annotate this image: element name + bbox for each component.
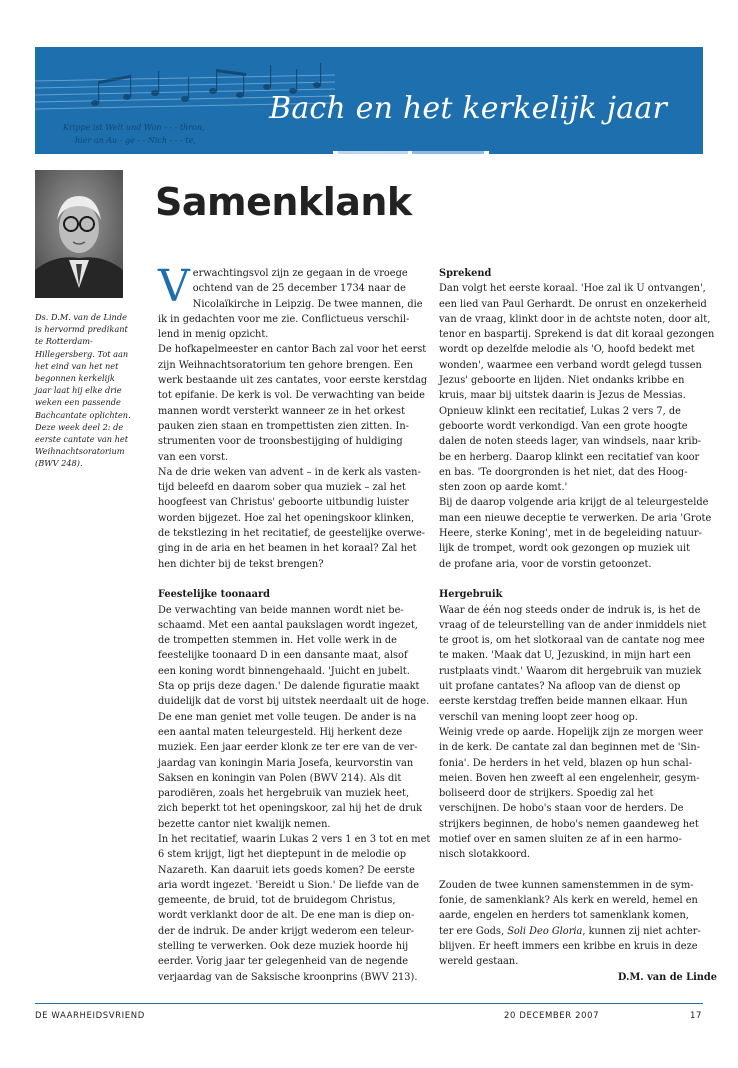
- text-line: te maken. 'Maak dat U, Jezuskind, in mijn hart een: [439, 650, 691, 662]
- score-lyric-1: Krippe ist Welt und Won - - - thron,: [63, 123, 205, 132]
- author-caption: [35, 311, 131, 470]
- text-line: De ene man geniet met volle teugen. De ander is na: [158, 711, 417, 723]
- text-line: Dan volgt het eerste koraal. 'Hoe zal ik U ontvangen',: [439, 283, 706, 295]
- text-line: de tekstlezing in het recitatief, de geestelijke overwe-: [158, 528, 426, 540]
- caption-line: te Rotterdam-: [35, 336, 93, 347]
- footer-date: 20 DECEMBER 2007: [504, 1011, 600, 1021]
- text-line: geboorte wordt verkondigd. Van een grote hoogte: [439, 420, 688, 432]
- text-line: Zouden de twee kunnen samenstemmen in de sym-: [439, 879, 694, 891]
- text-line: De verwachting van beide mannen wordt niet be-: [158, 604, 404, 616]
- text-line: ging in de aria en het beamen in het koraal? Zal het: [158, 543, 417, 555]
- caption-line: Ds. D.M. van de Linde: [35, 312, 127, 322]
- caption-line: Weihnachtsoratorium: [35, 446, 125, 457]
- text-line: Sta op prijs deze dagen.' De dalende figuratie maakt: [158, 681, 420, 693]
- caption-line: Hillegersberg. Tot aan: [35, 348, 129, 359]
- text-line: be en herberg. Daarop klinkt een recitatief van koor: [439, 451, 700, 463]
- text-line: stelling te verwerken. Ook deze muziek hoorde hij: [158, 941, 409, 953]
- text-line: Opnieuw klinkt een recitatief, Lukas 2 vers 7, de: [439, 405, 681, 417]
- paragraph-gap: [158, 572, 436, 587]
- text-line: tenor en baspartij. Sprekend is dat dit koraal gezongen: [439, 329, 715, 341]
- caption-line: Deze week deel 2: de: [35, 421, 124, 432]
- paragraph-gap: [439, 863, 717, 878]
- text-line: uit profane cantates? Na afloop van de dienst op: [439, 681, 681, 693]
- text-line: wordt op dezelfde melodie als 'O, hoofd bedekt met: [439, 344, 695, 356]
- text-line: eerder. Vorig jaar ter gelegenheid van de negende: [158, 956, 409, 968]
- text-line: bezette cantor niet kwalijk nemen.: [158, 818, 331, 830]
- text-line: lijk de trompet, wordt ook gezongen op muziek uit: [439, 543, 691, 555]
- text-line: in de kerk. De cantate zal dan beginnen met de 'Sin-: [439, 742, 700, 754]
- text-line: verjaardag van de Saksische kroonprins (BWV 213).: [158, 971, 418, 983]
- text-line: rustplaats vindt.' Waarom dit hergebruik van muziek: [439, 665, 702, 677]
- text-line: man een nieuwe deceptie te verwerken. De aria 'Grote: [439, 512, 712, 524]
- text-line: tot epifanie. De kerk is vol. De verwachting van beide: [158, 390, 425, 402]
- text-line: gemeente, de bruid, tot de bruidegom Christus,: [158, 895, 396, 907]
- text-line: de trompetten stemmen in. Het volle werk in de: [158, 635, 397, 647]
- text-line: blijven. Er heeft immers een kribbe en kruis in deze: [439, 941, 698, 953]
- caption-line: jaar laat hij elke drie: [35, 385, 122, 396]
- text-line: Jezus' geboorte en lijden. Niet ondanks kribbe en: [439, 375, 685, 387]
- header-stripe-dark-2: [489, 151, 703, 154]
- text-line: verschil van mening loopt zeer hoog op.: [439, 711, 638, 723]
- caption-line: (BWV 248).: [35, 458, 83, 469]
- text-line: strumenten voor de troonsbestijging of huldiging: [158, 436, 403, 448]
- text-line: ik in gedachten voor me zie. Conflictueus verschil-: [158, 313, 410, 325]
- text-line: dalen de noten steeds lager, van windsels, naar krib-: [439, 436, 702, 448]
- text-line: nisch slotakkoord.: [439, 849, 530, 861]
- text-line: motief over en samen sluiten ze af in een harmo-: [439, 833, 682, 845]
- header-stripe-light: [338, 151, 408, 154]
- text-fragment: ter ere Gods,: [439, 925, 508, 937]
- text-line: meien. Boven hen zweeft al een engelenheir, gesym-: [439, 772, 700, 784]
- text-line: tijd beleefd en daarom sober qua muziek – zal het: [158, 482, 406, 494]
- portrait-image: [35, 170, 123, 298]
- text-line: muziek. Een jaar eerder klonk ze ter ere van de ver-: [158, 742, 418, 754]
- text-line: wereld gestaan.: [439, 956, 519, 968]
- text-line: aarde, engelen en herders tot samenklank komen,: [439, 910, 689, 922]
- text-line: 6 stem krijgt, ligt het dieptepunt in de melodie op: [158, 849, 406, 861]
- article-column-1: [158, 261, 436, 985]
- text-line: hen dichter bij de tekst brengen?: [158, 558, 324, 570]
- drop-cap: V: [158, 261, 190, 312]
- text-line: Na de drie weken van advent – in de kerk als vasten-: [158, 466, 421, 478]
- text-line: werk bestaande uit zes cantates, voor eerste kerstdag: [158, 375, 428, 387]
- text-line: een lied van Paul Gerhardt. De onrust en onzekerheid: [439, 298, 707, 310]
- footer-publication: DE WAARHEIDSVRIEND: [35, 1011, 145, 1021]
- latin-phrase: Soli Deo Gloria: [507, 925, 583, 937]
- text-line: boliseerd door de strijkers. Spoedig zal het: [439, 788, 654, 800]
- text-line: wordt verklankt door de alt. De ene man is diep on-: [158, 910, 415, 922]
- text-line: mannen wordt versterkt wanneer ze in het orkest: [158, 405, 406, 417]
- text-line: feestelijke toonaard D in een dansante maat, alsof: [158, 650, 408, 662]
- text-line: hoogfeest van Christus' geboorte uitbundig luister: [158, 497, 409, 509]
- text-line: fonie, de samenklank? Als kerk en wereld, hemel en: [439, 895, 698, 907]
- text-line: parodiëren, zoals het hergebruik van muziek heet,: [158, 788, 410, 800]
- section-heading: Feestelijke toonaard: [158, 589, 271, 601]
- text-line: der de indruk. De ander krijgt wederom een teleur-: [158, 925, 415, 937]
- text-line: Saksen en koningin van Polen (BWV 214). Als dit: [158, 772, 402, 784]
- text-line: Nicolaïkirche in Leipzig. De twee mannen, die: [192, 298, 423, 310]
- text-line: eerste kerstdag treffen beide mannen elkaar. Hun: [439, 696, 688, 708]
- text-line: wonden', waarmee een verband wordt gelegd tussen: [439, 359, 702, 371]
- text-line: Weinig vrede op aarde. Hopelijk zijn ze morgen weer: [439, 726, 703, 738]
- text-line: fonia'. De herders in het veld, blazen op hun schal-: [439, 757, 692, 769]
- text-line: Bij de daarop volgende aria krijgt de al teleurgestelde: [439, 497, 709, 509]
- text-line: aria wordt ingezet. 'Bereidt u Sion.' De liefde van de: [158, 879, 420, 891]
- text-line: Nazareth. Kan daaruit iets goeds komen? De eerste: [158, 864, 415, 876]
- text-line: zich beperkt tot het openingskoor, zal hij het de druk: [158, 803, 423, 815]
- text-line: worden bijgezet. Hoe zal het openingskoor klinken,: [158, 512, 415, 524]
- caption-line: het eind van het net: [35, 360, 119, 371]
- text-line: een aantal maten teleurgesteld. Hij herkent deze: [158, 726, 403, 738]
- text-line: [439, 924, 717, 939]
- footer-page-number: 17: [690, 1011, 703, 1021]
- text-line: Waar de één nog steeds onder de indruk is, is het de: [439, 604, 701, 616]
- footer-rule: [35, 1003, 703, 1004]
- caption-line: Bachcantate oplichten.: [35, 409, 131, 420]
- text-fragment: , kunnen zij niet achter-: [582, 925, 701, 937]
- score-lyric-2: hier an Au - ge - - Nich - - - te,: [75, 136, 196, 145]
- text-line: te groot is, om het slotkoraal van de cantate nog mee: [439, 635, 705, 647]
- header-stripe-dark: [35, 151, 333, 154]
- text-line: lend in menig opzicht.: [158, 329, 269, 341]
- paragraph-gap: [439, 572, 717, 587]
- author-portrait: [35, 170, 123, 298]
- section-heading: Sprekend: [439, 268, 492, 279]
- caption-line: is hervormd predikant: [35, 324, 128, 335]
- text-line: duidelijk dat de vorst bij uitstek neerdaalt uit de hoge.: [158, 696, 430, 708]
- section-heading: Hergebruik: [439, 589, 503, 601]
- caption-line: eerste cantate van het: [35, 434, 128, 445]
- text-line: jaardag van koningin Maria Josefa, keurvorstin van: [158, 757, 414, 769]
- text-line: In het recitatief, waarin Lukas 2 vers 1 en 3 tot en met: [158, 833, 431, 845]
- text-line: schaamd. Met een aantal paukslagen wordt ingezet,: [158, 619, 418, 631]
- caption-line: begonnen kerkelijk: [35, 373, 115, 384]
- header-stripe-mid: [412, 151, 484, 154]
- text-line: een koning wordt binnengehaald. 'Juicht en jubelt.: [158, 665, 410, 677]
- author-signature: D.M. van de Linde: [617, 971, 717, 983]
- caption-line: weken een passende: [35, 397, 121, 408]
- article-column-2: [439, 266, 717, 985]
- text-line: De hofkapelmeester en cantor Bach zal voor het eerst: [158, 344, 427, 356]
- article-title: Samenklank: [155, 180, 412, 224]
- text-line: en bas. 'Te doorgronden is het niet, dat des Hoog-: [439, 466, 688, 478]
- text-line: Heere, sterke Koning', met in de begeleiding natuur-: [439, 528, 702, 540]
- text-line: strijkers beginnen, de hobo's nemen gaandeweg het: [439, 818, 699, 830]
- text-line: de profane aria, voor de vorstin getoonzet.: [439, 558, 652, 570]
- text-line: van de vraag, klinkt door in de achtste noten, door alt,: [439, 313, 711, 325]
- text-line: verschijnen. De hobo's staan voor de herders. De: [439, 803, 684, 815]
- text-line: van een vorst.: [158, 451, 229, 463]
- header-banner: [35, 47, 703, 151]
- text-line: kruis, maar bij uitstek daarin is Jezus de Messias.: [439, 390, 686, 402]
- text-line: sten zoon op aarde komt.': [439, 482, 568, 494]
- section-title: Bach en het kerkelijk jaar: [269, 91, 667, 126]
- text-line: zijn Weihnachtsoratorium ten gehore brengen. Een: [158, 359, 413, 371]
- text-line: pauken zien staan en trompettisten zien zitten. In-: [158, 420, 409, 432]
- text-line: vraag of de teleurstelling van de ander inmiddels niet: [439, 619, 707, 631]
- text-line: ochtend van de 25 december 1734 naar de: [192, 283, 406, 295]
- text-line: erwachtingsvol zijn ze gegaan in de vroege: [192, 268, 408, 279]
